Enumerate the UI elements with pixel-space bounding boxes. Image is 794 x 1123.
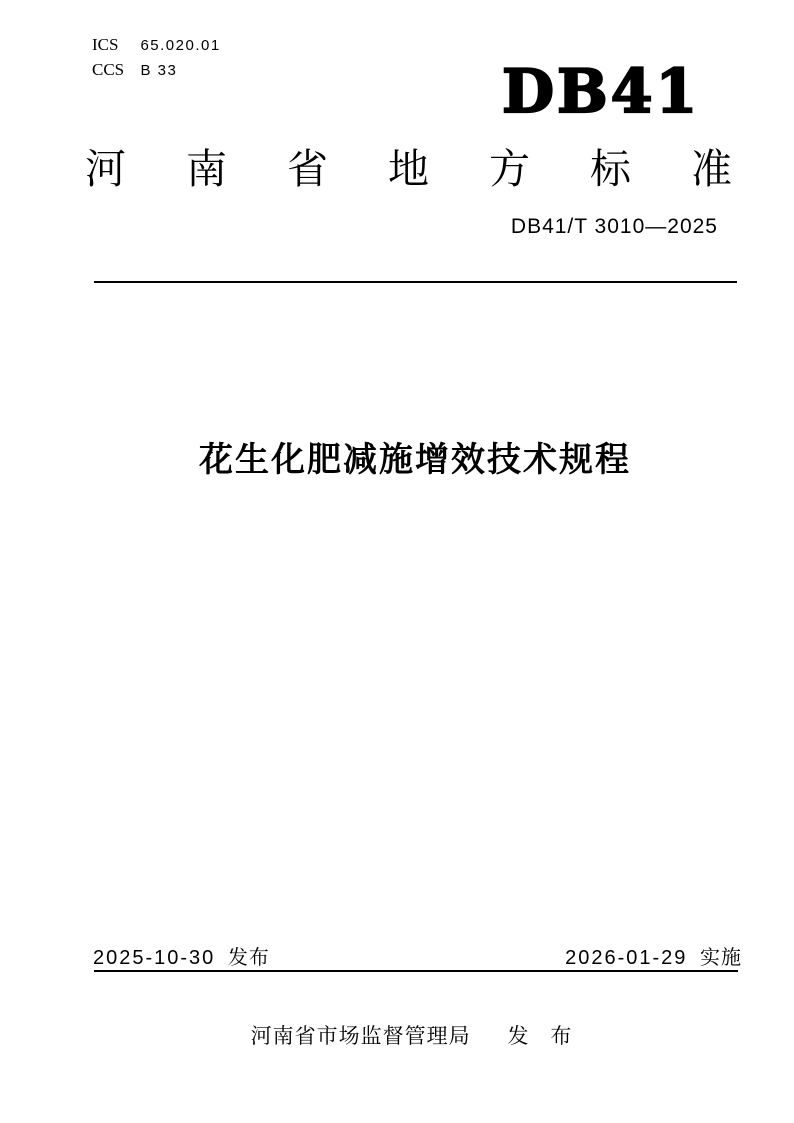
ics-value: 65.020.01 xyxy=(140,37,221,54)
classification-codes xyxy=(92,33,221,83)
standard-type-char: 河 xyxy=(85,146,126,192)
publisher-row xyxy=(93,1020,737,1050)
ics-label: ICS xyxy=(92,35,119,54)
standard-type-char: 南 xyxy=(186,146,227,192)
publisher-name: 河南省市场监督管理局 xyxy=(250,1025,471,1048)
ccs-value: B 33 xyxy=(140,62,178,79)
standard-type-title xyxy=(85,147,732,192)
footer-rule xyxy=(94,970,738,972)
header-rule xyxy=(94,281,737,283)
ccs-code-row xyxy=(92,58,221,83)
ccs-label: CCS xyxy=(92,60,125,79)
issue-label: 发布 xyxy=(227,947,270,969)
publish-label: 发 布 xyxy=(507,1025,580,1048)
implementation-label: 实施 xyxy=(700,947,742,969)
standard-type-char: 省 xyxy=(287,146,328,192)
implementation-date-group xyxy=(565,941,742,970)
standard-type-char: 方 xyxy=(489,146,530,192)
document-title: 花生化肥减施增效技术规程 xyxy=(199,441,631,479)
ics-code-row xyxy=(92,33,221,58)
standard-type-char: 地 xyxy=(388,146,429,192)
standard-type-char: 准 xyxy=(691,146,732,192)
dates-row xyxy=(93,941,742,970)
standard-number: DB41/T 3010—2025 xyxy=(510,215,718,238)
db41-logo: DB41 xyxy=(502,57,701,127)
implementation-date: 2026-01-29 xyxy=(565,947,688,969)
issue-date: 2025-10-30 xyxy=(93,947,216,969)
issue-date-group xyxy=(93,941,270,970)
standard-type-char: 标 xyxy=(590,146,631,192)
